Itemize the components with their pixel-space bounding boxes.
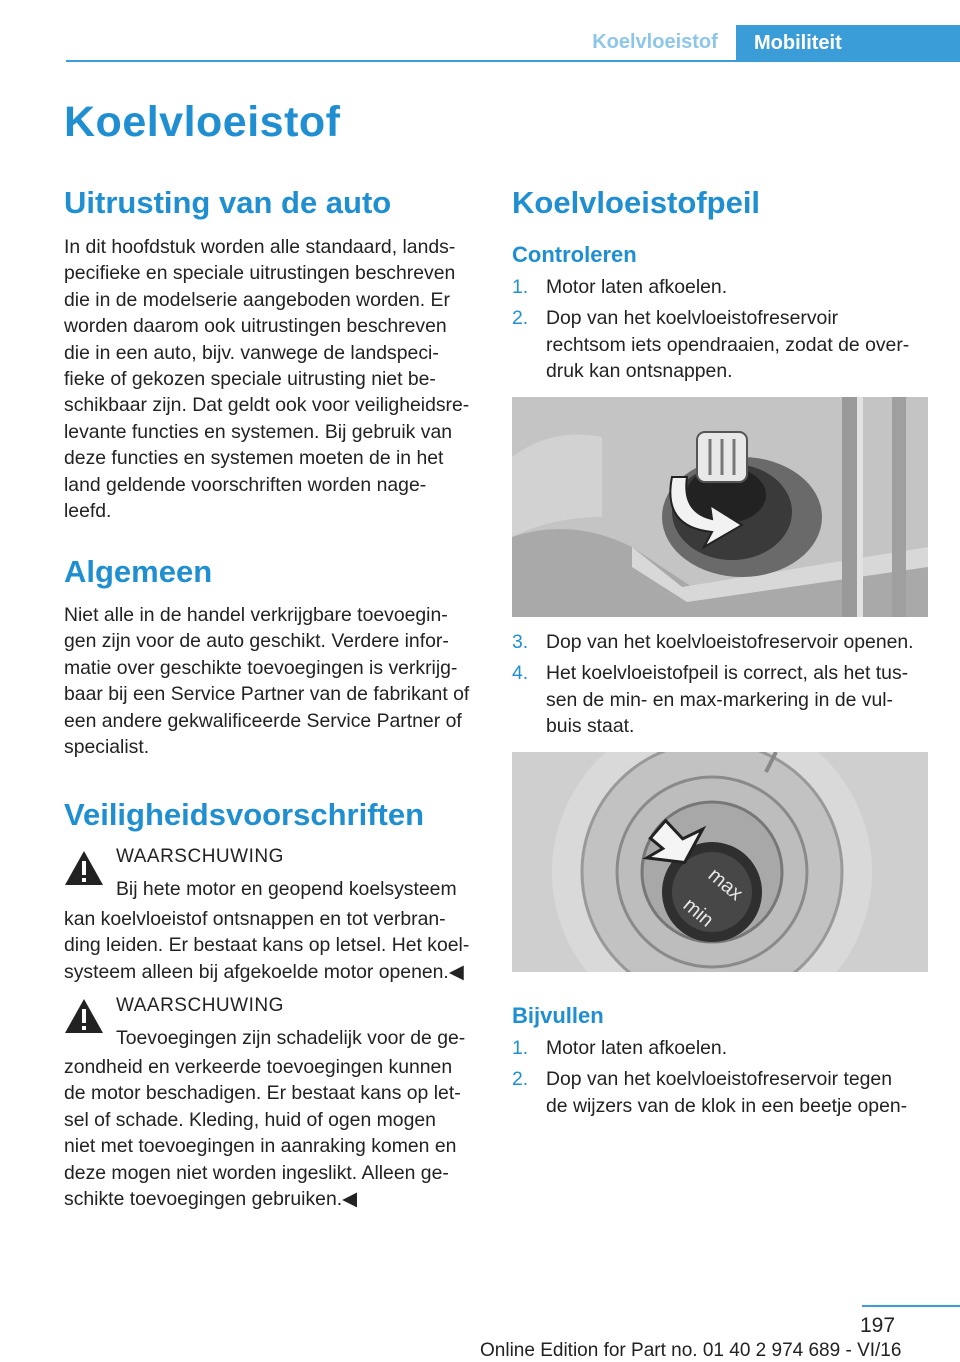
- text-line: systeem alleen bij afgekoelde motor openen.◀: [64, 960, 464, 983]
- step-text: Dop van het koelvloeistofreservoir tegen: [546, 1068, 892, 1091]
- text-line: matie over geschikte toevoegingen is verkrijg‐: [64, 656, 458, 679]
- step-text: rechtsom iets opendraaien, zodat de over‐: [546, 333, 910, 356]
- text-line: die in een auto, bijv. vanwege de landspeci‐: [64, 341, 439, 364]
- subsection-title-check: Controleren: [512, 242, 637, 267]
- text-line: pecifieke en speciale uitrustingen beschreven: [64, 262, 456, 285]
- text-line: ding leiden. Er bestaat kans op letsel. Het koel‐: [64, 934, 470, 957]
- section-title-equipment: Uitrusting van de auto: [64, 185, 392, 220]
- warning-icon: [64, 850, 104, 886]
- step-number: 2.: [512, 307, 529, 330]
- text-line: baar bij een Service Partner van de fabrikant of: [64, 683, 470, 706]
- header-tab-section: Koelvloeistof: [592, 31, 718, 53]
- step-number: 1.: [512, 1037, 529, 1059]
- step-text: sen de min- en max-markering in de vul‐: [546, 688, 894, 711]
- text-line: specialist.: [64, 736, 150, 758]
- min-mark: min: [678, 893, 718, 932]
- text-line: een andere gekwalificeerde Service Partner of: [64, 709, 462, 732]
- text-line: land geldende voorschriften worden nage‐: [64, 473, 427, 496]
- text-line: worden daarom ook uitrustingen beschreven: [64, 315, 447, 338]
- text-line: deze functies en systemen moeten de in het: [64, 447, 444, 470]
- warning-title: WAARSCHUWING: [116, 846, 284, 867]
- text-line: levante functies en systemen. Bij gebruik van: [64, 420, 453, 443]
- step-text: buis staat.: [546, 715, 635, 738]
- text-line: niet met toevoegingen in aanraking komen en: [64, 1135, 457, 1158]
- step-number: 1.: [512, 276, 529, 298]
- step-text: Motor laten afkoelen.: [546, 1037, 728, 1059]
- text-line: deze mogen niet worden ingeslikt. Alleen ge‐: [64, 1161, 449, 1184]
- filler-neck-photo: [512, 752, 928, 972]
- step-number: 3.: [512, 631, 529, 653]
- section-title-coolant-level: Koelvloeistofpeil: [512, 185, 761, 220]
- step-number: 4.: [512, 662, 529, 685]
- section-title-general: Algemeen: [64, 554, 213, 589]
- warning-icon: [64, 998, 104, 1034]
- text-line: de motor beschadigen. Er bestaat kans op let‐: [64, 1082, 461, 1105]
- max-mark: max: [703, 863, 747, 906]
- subsection-title-refill: Bijvullen: [512, 1003, 604, 1028]
- coolant-reservoir-photo: [512, 397, 928, 617]
- header-tab-chapter: Mobiliteit: [736, 25, 960, 62]
- step-text: de wijzers van de klok in een beetje open‐: [546, 1094, 908, 1117]
- warning-text-first: Toevoegingen zijn schadelijk voor de ge‐: [116, 1027, 466, 1049]
- text-line: fieke of gekozen speciale uitrusting niet be‐: [64, 368, 436, 390]
- text-line: schikte toevoegingen gebruiken.◀: [64, 1188, 358, 1210]
- step-text: druk kan ontsnappen.: [546, 360, 733, 383]
- text-line: leefd.: [64, 500, 112, 522]
- text-line: sel of schade. Kleding, huid of ogen mogen: [64, 1108, 436, 1131]
- text-line: kan koelvloeistof ontsnappen en tot verbran‐: [64, 908, 446, 930]
- text-line: Niet alle in de handel verkrijgbare toevoegin‐: [64, 604, 448, 626]
- section-title-safety: Veiligheidsvoorschriften: [64, 797, 425, 832]
- header-rule: [66, 60, 960, 62]
- step-text: Dop van het koelvloeistofreservoir: [546, 307, 839, 330]
- text-line: gen zijn voor de auto geschikt. Verdere infor‐: [64, 630, 449, 653]
- step-text: Het koelvloeistofpeil is correct, als het tus‐: [546, 662, 909, 685]
- text-line: die in de modelserie aangeboden worden. Er: [64, 288, 450, 311]
- text-line: schikbaar zijn. Dat geldt ook voor veiligheidsre‐: [64, 394, 470, 417]
- warning-text-first: Bij hete motor en geopend koelsysteem: [116, 878, 457, 900]
- page-title: Koelvloeistof: [64, 98, 341, 146]
- text-line: In dit hoofdstuk worden alle standaard, lands‐: [64, 236, 456, 258]
- step-text: Dop van het koelvloeistofreservoir openen.: [546, 631, 914, 653]
- step-text: Motor laten afkoelen.: [546, 276, 728, 298]
- text-line: zondheid en verkeerde toevoegingen kunnen: [64, 1056, 453, 1078]
- warning-title: WAARSCHUWING: [116, 995, 284, 1016]
- page-number: 197: [860, 1314, 896, 1337]
- edition-note: Online Edition for Part no. 01 40 2 974 689 - VI/16: [480, 1340, 902, 1361]
- step-number: 2.: [512, 1068, 529, 1091]
- footer-rule: [862, 1305, 960, 1307]
